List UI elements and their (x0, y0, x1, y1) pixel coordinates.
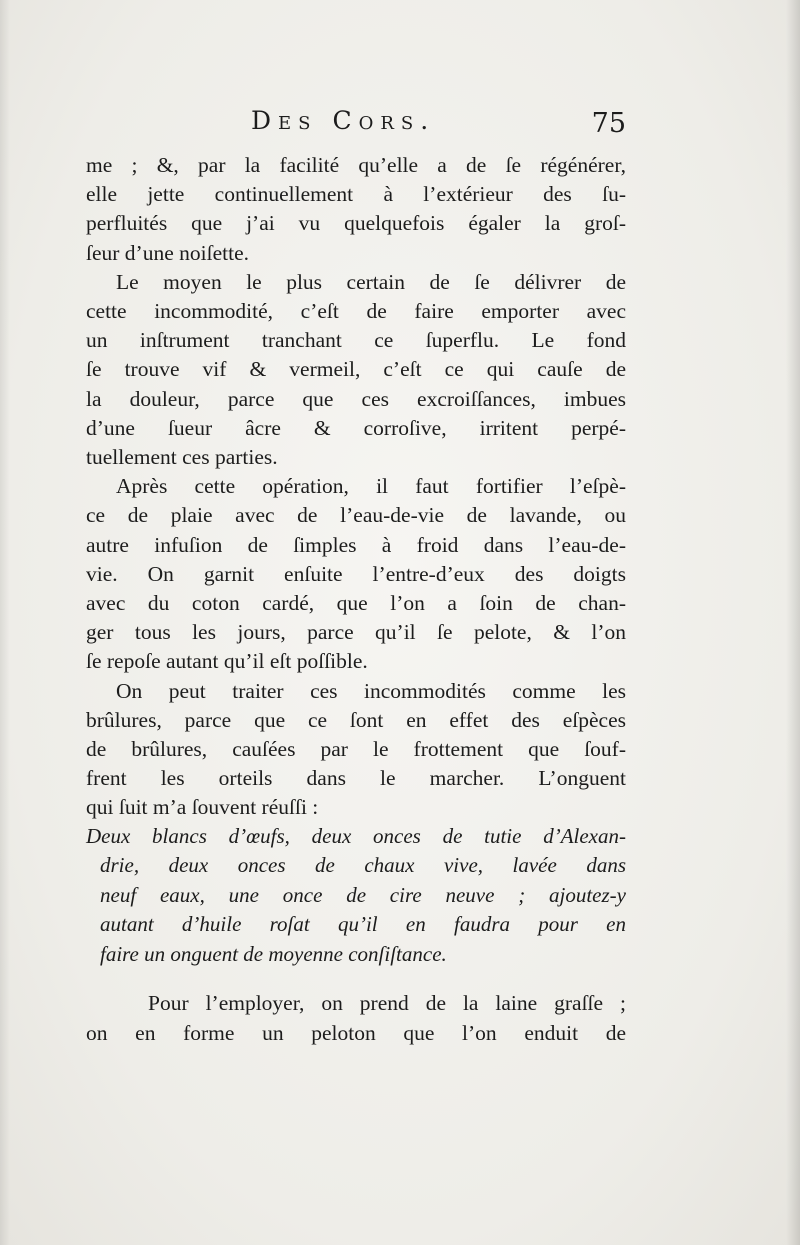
text-line: d’une ſueur âcre & corroſive, irritent perpé- (86, 415, 626, 440)
recipe-line: faire un onguent de moyenne conſiſtance. (100, 941, 447, 966)
recipe-line: Deux blancs d’œufs, deux onces de tutie d’Alexan- (86, 824, 626, 848)
text-line: On peut traiter ces incommodités comme les (116, 678, 626, 703)
text-line: brûlures, parce que ce ſont en effet des eſpèces (86, 707, 626, 732)
text-line: on en forme un peloton que l’on enduit de (86, 1021, 626, 1045)
text-line: Le moyen le plus certain de ſe délivrer de (116, 269, 626, 294)
text-line: frent les orteils dans le marcher. L’onguent (86, 766, 626, 791)
recipe-line: autant d’huile roſat qu’il en faudra pour en (100, 912, 626, 937)
text-line: ſe repoſe autant qu’il eſt poſſible. (86, 649, 368, 674)
running-head: Des Cors. (251, 106, 436, 135)
paragraph-4 (86, 677, 626, 823)
text-line: autre infuſion de ſimples à froid dans l’eau-de- (86, 532, 626, 557)
page-header (86, 106, 626, 146)
text-line: Après cette opération, il faut fortifier l’eſpè- (116, 474, 626, 499)
text-line: Pour l’employer, on prend de la laine graſſe ; (148, 991, 626, 1015)
text-line: de brûlures, cauſées par le frottement que ſouf- (86, 737, 626, 762)
text-line: cette incommodité, c’eſt de faire emporter avec (86, 299, 626, 324)
page-gutter-shadow (0, 0, 10, 1245)
text-line: la douleur, parce que ces excroiſſances, imbues (86, 386, 626, 411)
recipe-line: neuf eaux, une once de cire neuve ; ajoutez-y (100, 882, 626, 907)
text-line: me ; &, par la facilité qu’elle a de ſe régénérer, (86, 153, 626, 177)
text-line: un inſtrument tranchant ce ſuperflu. Le fond (86, 328, 626, 353)
text-line: ſeur d’une noiſette. (86, 240, 249, 265)
page-edge-shadow (786, 0, 800, 1245)
paragraph-1 (86, 151, 626, 268)
recipe-block (86, 822, 626, 969)
text-line: vie. On garnit enſuite l’entre-d’eux des doigts (86, 561, 626, 586)
body-text (86, 151, 626, 823)
text-line: ce de plaie avec de l’eau-de-vie de lavande, ou (86, 503, 626, 528)
text-line: avec du coton cardé, que l’on a ſoin de chan- (86, 591, 626, 616)
page-number: 75 (591, 108, 626, 139)
text-line: elle jette continuellement à l’extérieur des ſu- (86, 182, 626, 207)
text-line: perfluités que j’ai vu quelquefois égaler la groſ- (86, 211, 626, 236)
recipe-line: drie, deux onces de chaux vive, lavée dans (100, 853, 626, 878)
text-line: tuellement ces parties. (86, 445, 278, 470)
paragraph-3 (86, 472, 626, 676)
closing-paragraph (86, 988, 626, 1048)
paragraph-2 (86, 268, 626, 472)
text-line: qui ſuit m’a ſouvent réuſſi : (86, 795, 319, 820)
text-line: ſe trouve vif & vermeil, c’eſt ce qui cauſe de (86, 357, 626, 382)
text-line: ger tous les jours, parce qu’il ſe pelote, & l’on (86, 620, 626, 645)
